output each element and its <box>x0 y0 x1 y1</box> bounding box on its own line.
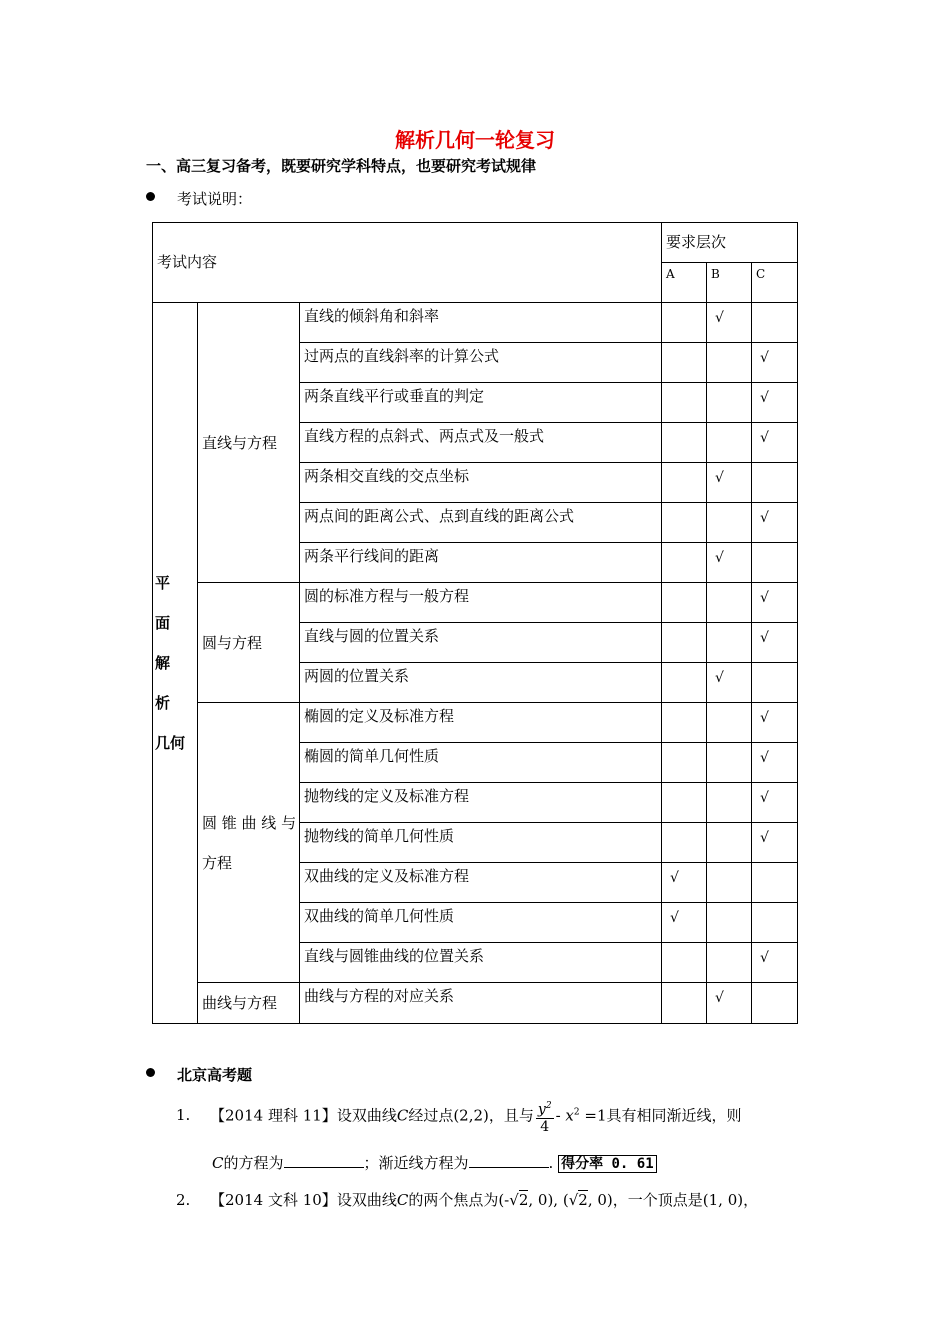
check-mark-icon: √ <box>760 430 769 446</box>
check-mark-icon: √ <box>670 910 679 926</box>
question-text: 设双曲线 <box>336 1106 397 1125</box>
math-var: x <box>565 1106 574 1125</box>
check-mark-icon: √ <box>760 710 769 726</box>
level-header-a: A <box>662 263 707 303</box>
group-cell <box>198 703 300 983</box>
group-label: 直线与方程 <box>202 433 278 452</box>
content-item: 椭圆的简单几何性质 <box>300 743 662 783</box>
question-tag: 【2014 理科 11】 <box>210 1106 337 1125</box>
content-item: 圆的标准方程与一般方程 <box>300 583 662 623</box>
question-text: 具有相同渐近线，则 <box>606 1106 742 1125</box>
level-a-cell <box>662 423 707 463</box>
check-mark-icon: √ <box>760 510 769 526</box>
level-c-cell <box>752 903 798 943</box>
content-item: 两条直线平行或垂直的判定 <box>300 383 662 423</box>
math-exponent: 2 <box>545 1101 552 1111</box>
level-b-cell <box>707 943 752 983</box>
level-a-cell <box>662 983 707 1024</box>
question-tag: 【2014 文科 10】 <box>210 1191 337 1209</box>
question-text: ；渐近线方程为 <box>363 1154 469 1172</box>
check-mark-icon: √ <box>760 750 769 766</box>
level-b-cell <box>707 423 752 463</box>
math-point: (- <box>498 1191 510 1209</box>
answer-blank[interactable] <box>469 1153 549 1168</box>
group-label: 曲线与方程 <box>202 994 278 1012</box>
math-exponent: 2 <box>573 1107 580 1118</box>
level-c-cell <box>752 583 798 623</box>
question-text: . <box>548 1154 554 1172</box>
check-mark-icon: √ <box>715 990 724 1006</box>
level-a-cell <box>662 583 707 623</box>
header-exam-content: 考试内容 <box>153 223 662 303</box>
level-a-cell <box>662 543 707 583</box>
group-cell <box>198 983 300 1024</box>
math-var: C <box>212 1154 224 1172</box>
level-c-cell <box>752 623 798 663</box>
level-a-cell <box>662 463 707 503</box>
level-b-cell <box>707 383 752 423</box>
content-item: 过两点的直线斜率的计算公式 <box>300 343 662 383</box>
level-b-cell <box>707 463 752 503</box>
level-c-cell <box>752 543 798 583</box>
table-row <box>153 983 798 1024</box>
level-a-cell <box>662 623 707 663</box>
check-mark-icon: √ <box>715 670 724 686</box>
level-c-cell <box>752 303 798 343</box>
bullet-icon <box>146 192 155 201</box>
section-heading: 一、高三复习备考，既要研究学科特点，也要研究考试规律 <box>146 157 537 175</box>
level-b-cell <box>707 823 752 863</box>
content-item: 抛物线的简单几何性质 <box>300 823 662 863</box>
check-mark-icon: √ <box>760 630 769 646</box>
category-label: 解 析 <box>155 654 186 712</box>
level-c-cell <box>752 383 798 423</box>
bullet-beijing-text: 北京高考题 <box>177 1066 253 1084</box>
question-text: ，且与 <box>488 1106 534 1125</box>
level-c-cell <box>752 743 798 783</box>
check-mark-icon: √ <box>715 470 724 486</box>
question-text: ，一个顶点是 <box>612 1191 703 1209</box>
question-1-line-2 <box>212 1153 657 1175</box>
level-header-b: B <box>707 263 752 303</box>
math-operator: - <box>555 1106 561 1125</box>
level-b-cell <box>707 343 752 383</box>
level-header-c: C <box>752 263 798 303</box>
level-a-cell <box>662 903 707 943</box>
category-label: 几何 <box>155 734 186 752</box>
level-a-cell <box>662 743 707 783</box>
check-mark-icon: √ <box>760 830 769 846</box>
level-a-cell <box>662 703 707 743</box>
math-var: y <box>537 1101 546 1118</box>
group-cell <box>198 303 300 583</box>
question-2: 2. 【2014 文科 10】设双曲线C的两个焦点为(-√2, 0), (√2, 0)，一个顶点是(1, 0)， <box>176 1191 759 1209</box>
math-denominator: 4 <box>540 1118 550 1135</box>
level-b-cell <box>707 743 752 783</box>
level-a-cell <box>662 943 707 983</box>
math-radicand: 2 <box>518 1191 529 1209</box>
math-point: ( <box>562 1191 569 1209</box>
level-a-cell <box>662 343 707 383</box>
content-item: 直线方程的点斜式、两点式及一般式 <box>300 423 662 463</box>
check-mark-icon: √ <box>760 590 769 606</box>
level-c-cell <box>752 423 798 463</box>
question-text: 经过点 <box>408 1106 454 1125</box>
level-a-cell <box>662 823 707 863</box>
question-text: ， <box>743 1191 759 1209</box>
level-b-cell <box>707 903 752 943</box>
level-a-cell <box>662 863 707 903</box>
content-item: 直线与圆的位置关系 <box>300 623 662 663</box>
math-point: (1, 0) <box>702 1191 744 1209</box>
bullet-icon <box>146 1068 155 1077</box>
content-item: 直线与圆锥曲线的位置关系 <box>300 943 662 983</box>
level-c-cell <box>752 703 798 743</box>
table-row <box>153 303 798 343</box>
level-c-cell <box>752 983 798 1024</box>
math-equals: =1 <box>584 1106 607 1125</box>
math-point: , 0) <box>587 1191 613 1209</box>
math-point: , 0), <box>528 1191 559 1209</box>
level-b-cell <box>707 503 752 543</box>
table-row <box>153 583 798 623</box>
requirements-table <box>152 222 798 1024</box>
math-var: C <box>396 1106 409 1125</box>
level-b-cell <box>707 663 752 703</box>
math-radicand: 2 <box>578 1191 588 1209</box>
check-mark-icon: √ <box>760 950 769 966</box>
content-item: 两点间的距离公式、点到直线的距离公式 <box>300 503 662 543</box>
content-item: 两圆的位置关系 <box>300 663 662 703</box>
level-c-cell <box>752 823 798 863</box>
level-c-cell <box>752 343 798 383</box>
category-label: 平 面 <box>155 574 186 632</box>
group-cell <box>198 583 300 703</box>
content-item: 抛物线的定义及标准方程 <box>300 783 662 823</box>
level-b-cell <box>707 783 752 823</box>
level-c-cell <box>752 863 798 903</box>
level-a-cell <box>662 503 707 543</box>
bullet-exam <box>146 188 252 209</box>
content-item: 双曲线的定义及标准方程 <box>300 863 662 903</box>
bullet-exam-text: 考试说明： <box>177 190 253 208</box>
answer-blank[interactable] <box>284 1153 364 1168</box>
group-label: 圆 锥 曲 线 与 <box>202 813 297 832</box>
table-row <box>153 703 798 743</box>
math-fraction <box>536 1098 554 1135</box>
level-a-cell <box>662 383 707 423</box>
content-item: 两条平行线间的距离 <box>300 543 662 583</box>
group-label: 圆与方程 <box>202 633 263 652</box>
question-text: 设双曲线 <box>336 1191 397 1209</box>
check-mark-icon: √ <box>760 790 769 806</box>
level-c-cell <box>752 943 798 983</box>
page-title: 解析几何一轮复习 <box>395 128 555 152</box>
group-label: 方程 <box>202 853 233 872</box>
score-rate-badge: 得分率 0. 61 <box>558 1155 657 1173</box>
check-mark-icon: √ <box>760 350 769 366</box>
math-point: (2,2) <box>453 1106 489 1125</box>
level-a-cell <box>662 663 707 703</box>
bullet-beijing <box>146 1064 252 1085</box>
level-a-cell <box>662 303 707 343</box>
content-item: 双曲线的简单几何性质 <box>300 903 662 943</box>
question-number: 1. <box>176 1106 191 1125</box>
level-b-cell <box>707 583 752 623</box>
level-b-cell <box>707 983 752 1024</box>
content-item: 两条相交直线的交点坐标 <box>300 463 662 503</box>
level-b-cell <box>707 863 752 903</box>
question-text: 的两个焦点为 <box>408 1191 499 1209</box>
content-item: 直线的倾斜角和斜率 <box>300 303 662 343</box>
level-c-cell <box>752 503 798 543</box>
level-b-cell <box>707 543 752 583</box>
level-b-cell <box>707 703 752 743</box>
level-c-cell <box>752 783 798 823</box>
level-c-cell <box>752 463 798 503</box>
content-item: 椭圆的定义及标准方程 <box>300 703 662 743</box>
question-1 <box>176 1098 742 1135</box>
question-number: 2. <box>176 1191 191 1209</box>
question-text: 的方程为 <box>223 1154 284 1172</box>
level-c-cell <box>752 663 798 703</box>
check-mark-icon: √ <box>760 390 769 406</box>
category-cell <box>153 303 198 1024</box>
content-item: 曲线与方程的对应关系 <box>300 983 662 1024</box>
level-b-cell <box>707 623 752 663</box>
math-var: C <box>396 1191 409 1209</box>
level-a-cell <box>662 783 707 823</box>
check-mark-icon: √ <box>715 310 724 326</box>
level-b-cell <box>707 303 752 343</box>
check-mark-icon: √ <box>670 870 679 886</box>
header-requirement-level: 要求层次 <box>662 223 798 263</box>
check-mark-icon: √ <box>715 550 724 566</box>
